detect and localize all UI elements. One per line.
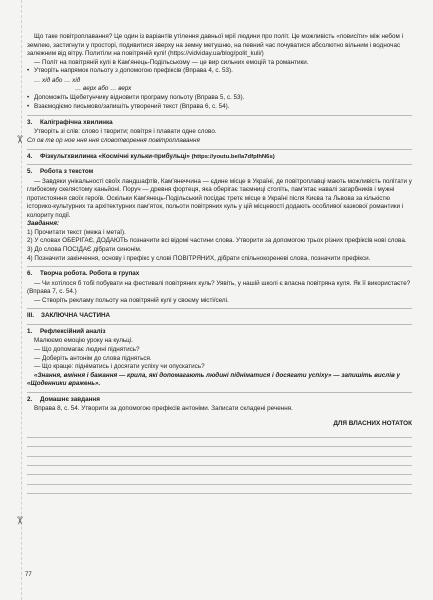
section-number: 2. xyxy=(27,395,33,403)
example-line: … верх або … верх xyxy=(75,85,132,93)
divider xyxy=(27,149,412,150)
task-item: 3) До слова ПОСІДАЄ дібрати синонім. xyxy=(27,246,142,254)
example-line: … хід або … хід xyxy=(34,76,81,84)
video-link[interactable]: (https://youtu.be/la7dfpIhN6s) xyxy=(191,153,275,160)
bullet-item: • Утворіть напрямок польоту з допомогою префіксів (Вправа 4, с. 53). xyxy=(27,67,412,76)
section-heading xyxy=(27,328,412,337)
reflection-line: — Що допомагає людині піднятись? xyxy=(34,345,140,353)
task-item: 4) Позначити закінчення, основу і префікс у слові ПОВІТРЯНИХ, дібрати спільнокореневі слова, позначити префікси. xyxy=(27,254,371,262)
creative-task: — Створіть рекламу польоту на повітряній кулі у своєму місті/селі. xyxy=(34,296,229,304)
notes-area xyxy=(27,428,412,494)
reflection-line: — Доберіть антонім до слова підняться. xyxy=(34,354,152,362)
divider xyxy=(27,266,412,267)
notes-title: ДЛЯ ВЛАСНИХ НОТАТОК xyxy=(333,419,412,427)
bullet-item: • Взаємодіємо письмово/запишіть утворений текст (Вправа 6, с. 54). xyxy=(27,103,412,112)
reflection-line: Малюємо емоцію уроку на кульці. xyxy=(34,337,133,345)
notes-line xyxy=(27,457,412,466)
calligraphy-model: Сл ов тв ор ное ння ння словотворення повітроплавання xyxy=(27,137,200,145)
section-number: 3. xyxy=(27,118,33,126)
divider xyxy=(27,308,412,309)
bullet-item: • Допоможіть Щебетунчику відновити програму польоту (Вправа 5, с. 53). xyxy=(27,94,412,103)
creative-task: — Чи хотілося б тобі побувати на фестивалі повітряних куль? Уявіть, у нашій школі є власна повітряна куля. Як її використаєте? (Вправа 7, с. 54.) xyxy=(27,279,411,296)
scissors-icon: ✂ xyxy=(13,134,26,145)
part-heading xyxy=(27,312,412,321)
section-heading xyxy=(27,270,412,279)
task-item: 2) У словах ОБЕРІГАЄ, ДОДАЮТЬ позначити всі відомі частини слова. Утворити за допомогою трьох різних префіксів нові слова. xyxy=(27,237,407,245)
section-heading xyxy=(27,119,412,128)
intro-paragraph: Що таке повітроплавання? Це один із варіантів утілення давньої мрії людини про політ. Це можливість «повисіти» між небом і землею, застигнути у просторі, подивитися зверху на земну метушню, на певний час почуватися абсолютно вільним і водночас залежним від вітру. Политіли на повітряній кулі! (https://vidviday.ua/blog/polit_kuli/) xyxy=(27,33,403,58)
section-title: Творча робота. Робота в групах xyxy=(40,270,140,278)
divider xyxy=(27,164,412,165)
notes-line xyxy=(27,438,412,447)
notes-line xyxy=(27,485,412,494)
reflection-quote: «Знання, вміння і бажання — крила, які допомагають людині підніматися і досягати успіху» — запишіть вислів у «Щоденники вражень». xyxy=(27,371,401,388)
section-heading xyxy=(27,168,412,177)
homework-text: Вправа 8, с. 54. Утворити за допомогою префіксів антоніми. Записати складені речення. xyxy=(34,405,293,413)
part-number: III. xyxy=(27,312,34,320)
divider xyxy=(27,392,412,393)
reflection-line: — Що краще: підніматись і досягати успіху чи опускатись? xyxy=(34,363,205,371)
section-number: 1. xyxy=(27,327,33,335)
intro-dialog: — Політ на повітряній кулі в Кам'янець-Подільському — це вир сильних емоцій та романтики. xyxy=(34,58,309,66)
page-content xyxy=(27,33,412,494)
section-title: Домашнє завдання xyxy=(40,395,100,403)
reading-text: — Завдяки унікальності своїх ландшафтів, Кам'янеччина — єдине місце в Україні, де повітроплавці мають можливість політати у глибокому скелястому каньйоні. Поруч — древня фортеця, яка оберігає таємниці століть, пам'ятає навалі загарбників і мужні протистояння своїх героїв. Оскільки Кам'янець-Подільський посідає третє місце в Україні після Києва та Львова за кількістю історико-культурних та архітектурних пам'яток, польоти повітряних куль у цій місцевості додають особливої казкової романтики і колориту події. xyxy=(27,177,412,219)
page-number: 77 xyxy=(25,572,32,578)
section-heading xyxy=(27,396,412,405)
cut-edge-line xyxy=(21,0,22,600)
notes-line xyxy=(27,475,412,484)
scissors-icon: ✂ xyxy=(13,515,26,526)
section-number: 4. xyxy=(27,152,33,160)
section-title: Рефлексійний аналіз xyxy=(40,327,106,335)
task-item: 1) Прочитати текст (межа і метаї). xyxy=(27,228,126,236)
section-heading xyxy=(27,153,412,162)
notes-line xyxy=(27,466,412,475)
section-title: Фізкультхвилинка «Космічні кульки-прибульці» xyxy=(40,152,190,160)
tasks-label: Завдання: xyxy=(27,220,60,228)
section-number: 6. xyxy=(27,270,33,278)
section-number: 5. xyxy=(27,168,33,176)
divider xyxy=(27,115,412,116)
section-title: Робота з текстом xyxy=(40,168,94,176)
divider xyxy=(27,324,412,325)
notes-line xyxy=(27,447,412,456)
notes-line xyxy=(27,428,412,437)
section-task: Утворіть зі слів: слово і творити; повітря і плавати одне слово. xyxy=(34,128,217,136)
section-title: Каліграфічна хвилинка xyxy=(40,118,113,126)
part-title: ЗАКЛЮЧНА ЧАСТИНА xyxy=(41,312,111,320)
